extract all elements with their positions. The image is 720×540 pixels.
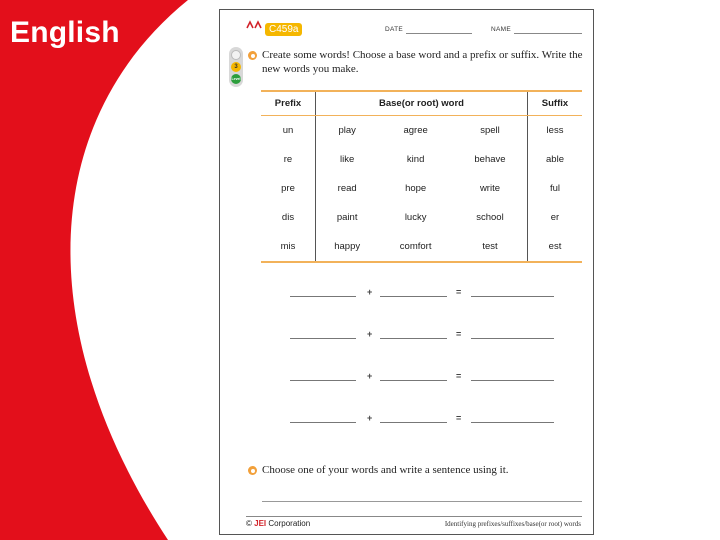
base-word-cell: agree <box>403 125 428 136</box>
suffix-cell: able <box>546 154 564 165</box>
equals-sign: = <box>456 329 462 339</box>
plus-sign: + <box>367 329 373 339</box>
prefix-cell: mis <box>261 232 316 262</box>
footer-divider <box>246 516 582 517</box>
date-field[interactable] <box>406 33 472 34</box>
prefix-cell: re <box>261 145 316 174</box>
equals-sign: = <box>456 287 462 297</box>
base-word-cell: comfort <box>378 232 453 262</box>
word-part-blank[interactable] <box>380 338 447 339</box>
name-field[interactable] <box>514 33 582 34</box>
date-label: DATE <box>385 26 404 33</box>
table-row <box>261 116 582 146</box>
word-part-blank[interactable] <box>380 296 447 297</box>
word-table-header <box>261 91 582 116</box>
word-table <box>261 90 582 263</box>
table-row <box>261 145 582 174</box>
jei-brand: JEI <box>254 519 267 528</box>
base-word-cell: school <box>453 203 528 232</box>
base-word-cell: read <box>337 183 357 194</box>
base-word-cell: like <box>340 154 355 165</box>
base-header: Base(or root) word <box>316 91 528 116</box>
name-label: NAME <box>491 26 511 33</box>
equation-row <box>290 328 556 340</box>
base-word-cell: write <box>453 174 528 203</box>
base-word-cell: test <box>453 232 528 262</box>
word-part-blank[interactable] <box>380 422 447 423</box>
company-name: Corporation <box>268 519 311 528</box>
level-indicator <box>229 47 243 87</box>
plus-sign: + <box>367 371 373 381</box>
word-part-blank[interactable] <box>290 338 356 339</box>
equation-row <box>290 370 556 382</box>
base-word-cell: spell <box>453 116 528 146</box>
equation-row <box>290 412 556 424</box>
jei-logo-icon <box>246 20 262 30</box>
bullet-icon <box>248 466 257 475</box>
base-word-cell: kind <box>406 154 425 165</box>
new-word-blank[interactable] <box>471 338 554 339</box>
equation-row <box>290 286 556 298</box>
prefix-cell: un <box>261 116 316 146</box>
level-badge: Level <box>231 74 241 84</box>
level-number: 3 <box>231 62 241 72</box>
prefix-cell: dis <box>261 203 316 232</box>
worksheet-code: C459a <box>265 23 302 36</box>
table-row <box>261 203 582 232</box>
base-word-cell: lucky <box>404 212 427 223</box>
instruction-2: Choose one of your words and write a sentence using it. <box>262 464 509 476</box>
suffix-cell: ful <box>549 183 561 194</box>
footer-copyright <box>246 519 310 528</box>
suffix-cell: est <box>528 232 583 262</box>
worksheet <box>219 9 594 535</box>
slide-title: English <box>10 16 120 49</box>
equals-sign: = <box>456 371 462 381</box>
plus-sign: + <box>367 413 373 423</box>
equals-sign: = <box>456 413 462 423</box>
base-word-cell: paint <box>336 212 358 223</box>
suffix-cell: less <box>546 125 564 136</box>
word-part-blank[interactable] <box>290 422 356 423</box>
prefix-cell: pre <box>261 174 316 203</box>
suffix-header: Suffix <box>528 91 583 116</box>
new-word-blank[interactable] <box>471 422 554 423</box>
table-row <box>261 174 582 203</box>
base-word-cell: play <box>338 125 356 136</box>
word-part-blank[interactable] <box>290 296 356 297</box>
copyright-symbol: © <box>246 519 252 528</box>
word-part-blank[interactable] <box>380 380 447 381</box>
bullet-icon <box>248 51 257 60</box>
level-dot-top <box>231 50 241 60</box>
footer-topic: Identifying prefixes/suffixes/base(or root) words <box>444 520 581 528</box>
base-word-cell: behave <box>453 145 528 174</box>
sentence-answer-line[interactable] <box>262 501 582 502</box>
new-word-blank[interactable] <box>471 380 554 381</box>
plus-sign: + <box>367 287 373 297</box>
instruction-1: Create some words! Choose a base word and a prefix or suffix. Write the new words you make. <box>262 49 583 75</box>
base-word-cell: happy <box>316 232 379 262</box>
table-row <box>261 232 582 262</box>
suffix-cell: er <box>550 212 560 223</box>
prefix-header: Prefix <box>261 91 316 116</box>
new-word-blank[interactable] <box>471 296 554 297</box>
word-part-blank[interactable] <box>290 380 356 381</box>
base-word-cell: hope <box>405 183 427 194</box>
